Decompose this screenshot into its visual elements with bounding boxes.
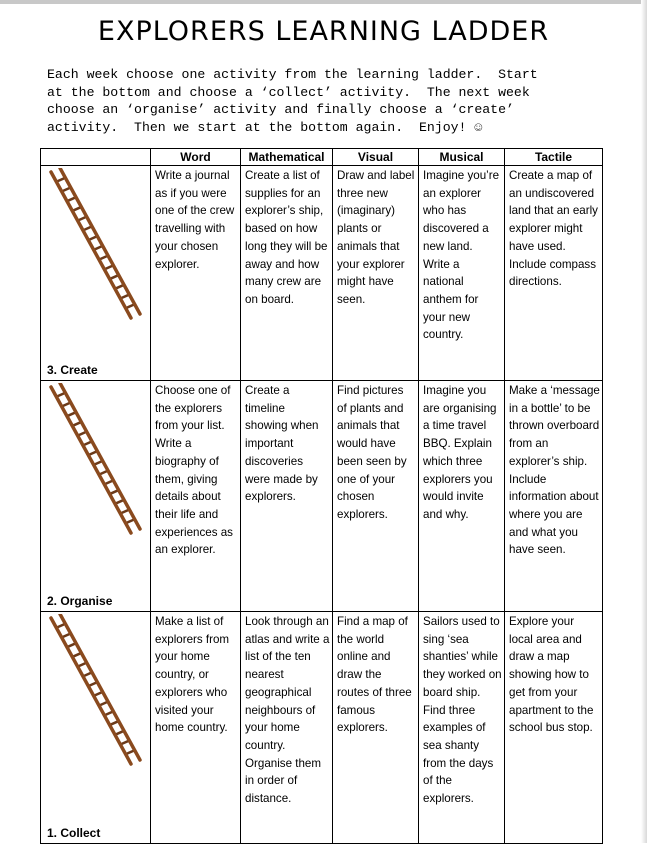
- ladder-icon: [47, 614, 147, 774]
- level-label: 1. Collect: [47, 826, 101, 840]
- header-blank: [41, 149, 151, 166]
- header-musical: Musical: [419, 149, 505, 166]
- cell-organise-visual: Find pictures of plants and animals that would have been seen by one of your chosen explorers.: [333, 381, 419, 612]
- level-organise: [41, 381, 151, 612]
- page-edge-shadow: [641, 0, 647, 843]
- top-border: [0, 0, 647, 4]
- cell-create-mathematical: Create a list of supplies for an explorer’s ship, based on how long they will be away and how many crew are on board.: [241, 166, 333, 381]
- ladder-rail: [51, 387, 131, 533]
- ladder-rail: [51, 172, 131, 318]
- cell-collect-tactile: Explore your local area and draw a map showing how to get from your apartment to the school bus stop.: [505, 612, 603, 844]
- cell-collect-musical: Sailors used to sing ‘sea shanties’ while they worked on board ship. Find three examples of sea shanty from the days of the explorers.: [419, 612, 505, 844]
- cell-collect-visual: Find a map of the world online and draw the routes of three famous explorers.: [333, 612, 419, 844]
- row-organise: [41, 381, 603, 612]
- ladder-rail: [51, 618, 131, 764]
- level-label: 2. Organise: [47, 594, 113, 608]
- ladder-rail: [60, 614, 140, 760]
- ladder-icon: [47, 383, 147, 543]
- intro-text: Each week choose one activity from the learning ladder. Start at the bottom and choose a ‘collect’ activity. The next week choose an ‘organise’ activity and finally choose a ‘create’ activity. Then we start at the bottom again. Enjoy! ☺: [47, 67, 538, 135]
- cell-organise-mathematical: Create a timeline showing when important discoveries were made by explorers.: [241, 381, 333, 612]
- cell-organise-tactile: Make a ‘message in a bottle’ to be thrown overboard from an explorer’s ship. Include information about where you are and what you have seen.: [505, 381, 603, 612]
- cell-organise-word: Choose one of the explorers from your list. Write a biography of them, giving details about their life and experiences as an explorer.: [151, 381, 241, 612]
- row-collect: [41, 612, 603, 844]
- page-title: EXPLORERS LEARNING LADDER: [97, 16, 550, 47]
- cell-organise-musical: Imagine you are organising a time travel BBQ. Explain which three explorers you would invite and why.: [419, 381, 505, 612]
- cell-create-word: Write a journal as if you were one of the crew travelling with your chosen explorer.: [151, 166, 241, 381]
- header-word: Word: [151, 149, 241, 166]
- row-create: [41, 166, 603, 381]
- header-mathematical: Mathematical: [241, 149, 333, 166]
- cell-create-tactile: Create a map of an undiscovered land that an early explorer might have used. Include compass directions.: [505, 166, 603, 381]
- cell-collect-word: Make a list of explorers from your home country, or explorers who visited your home country.: [151, 612, 241, 844]
- cell-create-musical: Imagine you’re an explorer who has discovered a new land. Write a national anthem for your new country.: [419, 166, 505, 381]
- header-visual: Visual: [333, 149, 419, 166]
- level-collect: [41, 612, 151, 844]
- ladder-rail: [60, 168, 140, 314]
- learning-ladder-table: [40, 148, 603, 844]
- level-label: 3. Create: [47, 363, 98, 377]
- ladder-icon: [47, 168, 147, 328]
- cell-create-visual: Draw and label three new (imaginary) plants or animals that your explorer might have seen.: [333, 166, 419, 381]
- cell-collect-mathematical: Look through an atlas and write a list of the ten nearest geographical neighbours of your home country. Organise them in order of distance.: [241, 612, 333, 844]
- header-tactile: Tactile: [505, 149, 603, 166]
- ladder-rail: [60, 383, 140, 529]
- header-row: [41, 149, 603, 166]
- level-create: [41, 166, 151, 381]
